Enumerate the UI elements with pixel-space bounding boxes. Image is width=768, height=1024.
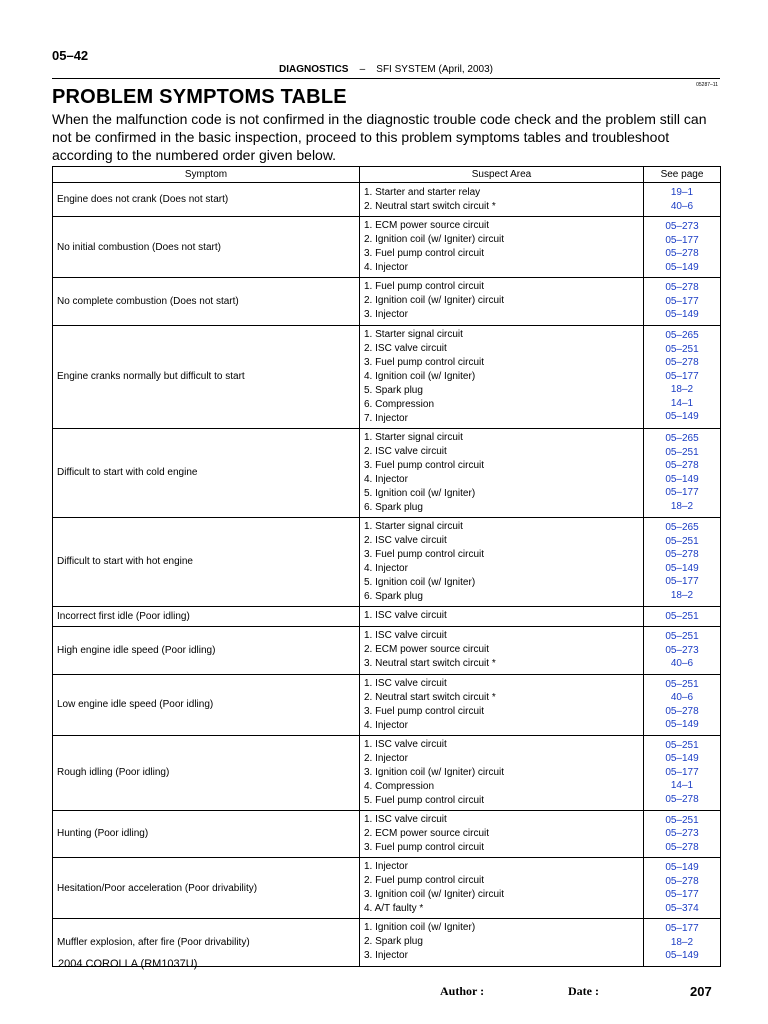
table-row: [53, 517, 721, 606]
suspect-item: 2. ISC valve circuit: [364, 342, 447, 354]
suspect-item: 3. Fuel pump control circuit: [364, 459, 485, 471]
suspect-item: 4. Ignition coil (w/ Igniter): [364, 370, 476, 382]
suspect-item: 1. ISC valve circuit: [364, 630, 447, 642]
suspect-item: 2. ISC valve circuit: [364, 534, 447, 546]
see-page-cell: [644, 517, 721, 606]
page-reference-link[interactable]: 05–278: [665, 282, 699, 293]
suspect-area-cell: [360, 606, 644, 627]
suspect-item: 3. Fuel pump control circuit: [364, 356, 485, 368]
symptom-cell: Rough idling (Poor idling): [53, 735, 360, 810]
suspect-item: 3. Fuel pump control circuit: [364, 705, 485, 717]
page-reference-link[interactable]: 05–251: [665, 739, 699, 751]
symptom-cell: No complete combustion (Does not start): [53, 278, 360, 326]
page-reference-link[interactable]: 05–149: [665, 753, 699, 765]
page-reference-link[interactable]: 14–1: [670, 780, 694, 792]
table-row: [53, 810, 721, 858]
page-reference-link[interactable]: 05–149: [665, 719, 699, 730]
symptom-cell: Difficult to start with hot engine: [53, 517, 360, 606]
page-reference-link[interactable]: 40–6: [670, 692, 694, 703]
suspect-item: 2. Ignition coil (w/ Igniter) circuit: [364, 234, 505, 245]
see-page-cell: [644, 919, 721, 967]
suspect-area-cell: [360, 735, 644, 810]
see-page-cell: [644, 606, 721, 627]
page-reference-link[interactable]: 05–265: [665, 522, 699, 533]
page-number-code: 05–42: [52, 48, 89, 63]
symptom-cell: Engine cranks normally but difficult to start: [53, 325, 360, 428]
symptom-cell: Difficult to start with cold engine: [53, 428, 360, 517]
page-reference-link[interactable]: 05–177: [665, 234, 699, 246]
suspect-item: 1. Starter and starter relay: [364, 186, 481, 198]
page-reference-link[interactable]: 05–273: [665, 644, 699, 656]
page-reference-link[interactable]: 05–177: [665, 576, 699, 587]
page-reference-link[interactable]: 05–278: [665, 841, 699, 853]
suspect-item: 3. Injector: [364, 309, 408, 321]
suspect-item: 2. Fuel pump control circuit: [364, 875, 485, 886]
symptom-cell: Engine does not crank (Does not start): [53, 183, 360, 217]
suspect-item: 7. Injector: [364, 412, 408, 424]
see-page-cell: [644, 674, 721, 735]
suspect-item: 1. Starter signal circuit: [364, 431, 463, 443]
page-reference-link[interactable]: 18–2: [670, 589, 694, 601]
page-reference-link[interactable]: 18–2: [670, 936, 694, 948]
suspect-item: 2. Spark plug: [364, 936, 423, 948]
table-row: [53, 674, 721, 735]
see-page-cell: [644, 325, 721, 428]
page-reference-link[interactable]: 18–2: [670, 384, 694, 396]
suspect-item: 2. Injector: [364, 752, 408, 764]
page-reference-link[interactable]: 05–251: [665, 343, 699, 355]
date-label: Date :: [568, 984, 599, 998]
symptom-cell: No initial combustion (Does not start): [53, 217, 360, 278]
suspect-item: 6. Compression: [364, 398, 435, 410]
page-reference-link[interactable]: 05–177: [665, 295, 699, 307]
intro-paragraph: When the malfunction code is not confirmed in the diagnostic trouble code check and the problem still can not be confirmed in the basic inspection, proceed to this problem symptoms tables and troubleshoot according to the numbered order given below.: [52, 111, 707, 163]
suspect-item: 2. Neutral start switch circuit *: [364, 200, 496, 212]
see-page-cell: [644, 735, 721, 810]
suspect-item: 2. ISC valve circuit: [364, 445, 447, 457]
page-reference-link[interactable]: 05–278: [665, 460, 699, 471]
suspect-item: 4. A/T faulty *: [364, 903, 424, 914]
see-page-cell: [644, 627, 721, 675]
author-label: Author :: [440, 984, 485, 998]
suspect-area-cell: [360, 217, 644, 278]
suspect-item: 6. Spark plug: [364, 590, 423, 602]
page-reference-link[interactable]: 05–251: [665, 678, 699, 690]
suspect-area-cell: [360, 428, 644, 517]
page-reference-link[interactable]: 05–273: [665, 828, 699, 839]
suspect-item: 5. Ignition coil (w/ Igniter): [364, 487, 476, 499]
page-reference-link[interactable]: 05–278: [665, 357, 699, 369]
symptom-cell: Low engine idle speed (Poor idling): [53, 674, 360, 735]
table-header-row: [53, 167, 721, 183]
page-reference-link[interactable]: 05–177: [665, 889, 699, 900]
page-reference-link[interactable]: 40–6: [670, 200, 694, 212]
suspect-area-cell: [360, 919, 644, 967]
header-rule: [52, 78, 720, 79]
suspect-item: 1. ISC valve circuit: [364, 738, 447, 750]
page-reference-link[interactable]: 05–251: [665, 814, 699, 826]
suspect-area-cell: [360, 183, 644, 217]
page-reference-link[interactable]: 05–251: [665, 446, 699, 458]
suspect-item: 1. ECM power source circuit: [364, 220, 490, 231]
symptom-cell: Incorrect first idle (Poor idling): [53, 606, 360, 627]
column-header-symptom: Symptom: [53, 167, 360, 183]
suspect-item: 2. Neutral start switch circuit *: [364, 691, 496, 703]
table-row: [53, 606, 721, 627]
page-reference-link[interactable]: 05–278: [665, 248, 699, 259]
page-reference-link[interactable]: 05–278: [665, 793, 699, 805]
page-reference-link[interactable]: 05–177: [665, 923, 699, 934]
symptom-cell: High engine idle speed (Poor idling): [53, 627, 360, 675]
suspect-item: 4. Injector: [364, 562, 408, 574]
suspect-item: 4. Injector: [364, 473, 408, 485]
suspect-item: 1. ISC valve circuit: [364, 813, 447, 825]
page-reference-link[interactable]: 05–177: [665, 487, 699, 498]
running-header: [52, 64, 720, 75]
header-separator: –: [359, 64, 366, 75]
page-reference-link[interactable]: 05–278: [665, 875, 699, 887]
table-row: [53, 428, 721, 517]
suspect-item: 3. Ignition coil (w/ Igniter) circuit: [364, 766, 505, 778]
suspect-item: 3. Neutral start switch circuit *: [364, 658, 496, 670]
suspect-area-cell: [360, 810, 644, 858]
symptom-cell: Muffler explosion, after fire (Poor drivability): [53, 919, 360, 967]
suspect-item: 1. Starter signal circuit: [364, 520, 463, 532]
page-reference-link[interactable]: 05–149: [665, 261, 699, 273]
suspect-area-cell: [360, 858, 644, 919]
suspect-area-cell: [360, 517, 644, 606]
see-page-cell: [644, 810, 721, 858]
suspect-item: 1. ISC valve circuit: [364, 677, 447, 689]
suspect-item: 5. Spark plug: [364, 384, 423, 396]
suspect-area-cell: [360, 627, 644, 675]
page-reference-link[interactable]: 05–149: [665, 473, 699, 485]
symptom-cell: Hunting (Poor idling): [53, 810, 360, 858]
suspect-item: 3. Ignition coil (w/ Igniter) circuit: [364, 889, 505, 900]
suspect-item: 5. Fuel pump control circuit: [364, 794, 485, 806]
column-header-see-page: See page: [644, 167, 721, 183]
section-name: DIAGNOSTICS: [279, 64, 349, 75]
page-reference-link[interactable]: 05–278: [665, 549, 699, 560]
symptom-cell: Hesitation/Poor acceleration (Poor drivability): [53, 858, 360, 919]
page-reference-link[interactable]: 18–2: [670, 500, 694, 512]
suspect-item: 4. Injector: [364, 262, 408, 273]
table-row: [53, 278, 721, 326]
page-reference-link[interactable]: 05–149: [665, 562, 699, 574]
suspect-item: 4. Compression: [364, 780, 435, 792]
page-title: PROBLEM SYMPTOMS TABLE: [52, 86, 347, 108]
suspect-item: 2. ECM power source circuit: [364, 644, 490, 656]
table-row: [53, 735, 721, 810]
figure-code: 05287–11: [696, 82, 718, 88]
suspect-area-cell: [360, 278, 644, 326]
subsection-name: SFI SYSTEM (April, 2003): [376, 64, 493, 75]
see-page-cell: [644, 278, 721, 326]
page-reference-link[interactable]: 05–149: [665, 309, 699, 320]
page-reference-link[interactable]: 05–251: [665, 610, 699, 622]
page-reference-link[interactable]: 05–251: [665, 535, 699, 547]
page-reference-link[interactable]: 19–1: [670, 187, 694, 198]
suspect-item: 1. Fuel pump control circuit: [364, 281, 485, 293]
suspect-item: 4. Injector: [364, 719, 408, 731]
suspect-item: 3. Injector: [364, 950, 408, 962]
page-reference-link[interactable]: 05–177: [665, 370, 699, 382]
page-reference-link[interactable]: 05–149: [665, 411, 699, 423]
suspect-item: 3. Fuel pump control circuit: [364, 841, 485, 853]
table-row: [53, 325, 721, 428]
see-page-cell: [644, 858, 721, 919]
suspect-item: 5. Ignition coil (w/ Igniter): [364, 576, 476, 588]
suspect-item: 6. Spark plug: [364, 501, 423, 513]
suspect-area-cell: [360, 674, 644, 735]
page-number: 207: [690, 984, 712, 999]
see-page-cell: [644, 428, 721, 517]
page-reference-link[interactable]: 05–149: [665, 862, 699, 873]
page-reference-link[interactable]: 14–1: [670, 397, 694, 409]
table-row: [53, 858, 721, 919]
table-row: [53, 627, 721, 675]
suspect-item: 1. Ignition coil (w/ Igniter): [364, 922, 476, 934]
page-reference-link[interactable]: 05–374: [665, 902, 699, 914]
see-page-cell: [644, 217, 721, 278]
suspect-item: 3. Fuel pump control circuit: [364, 548, 485, 560]
page-reference-link[interactable]: 05–278: [665, 705, 699, 717]
table-row: [53, 183, 721, 217]
page-reference-link[interactable]: 40–6: [670, 658, 694, 669]
suspect-item: 1. Starter signal circuit: [364, 328, 463, 340]
suspect-item: 2. Ignition coil (w/ Igniter) circuit: [364, 295, 505, 307]
suspect-item: 1. ISC valve circuit: [364, 610, 447, 622]
table-row: [53, 217, 721, 278]
suspect-item: 1. Injector: [364, 861, 408, 872]
problem-symptoms-table: [52, 166, 721, 967]
page-reference-link[interactable]: 05–265: [665, 433, 699, 444]
column-header-suspect-area: Suspect Area: [360, 167, 644, 183]
page-reference-link[interactable]: 05–177: [665, 766, 699, 778]
suspect-item: 2. ECM power source circuit: [364, 827, 490, 839]
page-reference-link[interactable]: 05–265: [665, 330, 699, 342]
see-page-cell: [644, 183, 721, 217]
page-reference-link[interactable]: 05–251: [665, 631, 699, 642]
page-reference-link[interactable]: 05–149: [665, 950, 699, 961]
suspect-area-cell: [360, 325, 644, 428]
footer-model: 2004 COROLLA (RM1037U): [58, 958, 198, 970]
page-reference-link[interactable]: 05–273: [665, 221, 699, 232]
suspect-item: 3. Fuel pump control circuit: [364, 248, 485, 259]
